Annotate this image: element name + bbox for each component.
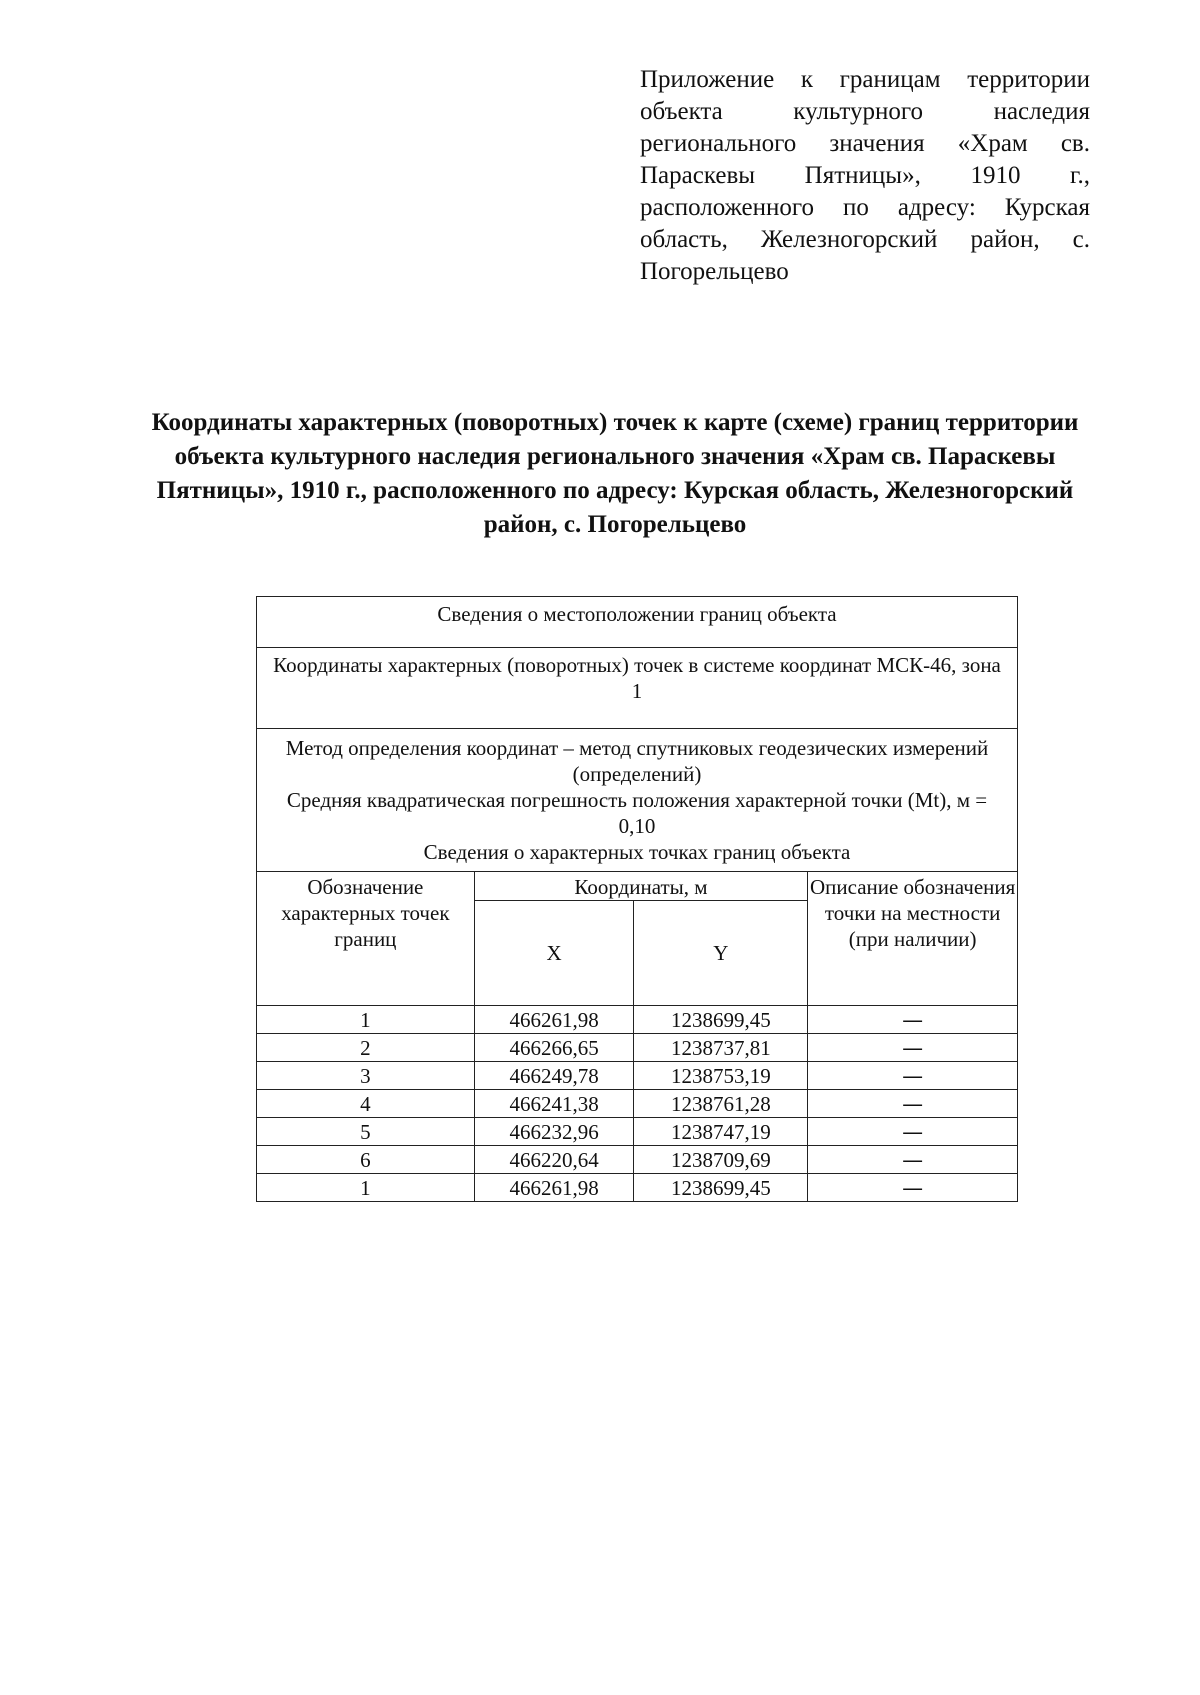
header-coords: Координаты, м bbox=[474, 872, 808, 901]
table-row bbox=[257, 1062, 1018, 1090]
cell-point: 4 bbox=[257, 1090, 475, 1118]
cell-x: 466220,64 bbox=[474, 1146, 634, 1174]
header-y: Y bbox=[634, 901, 808, 1006]
table-row bbox=[257, 1034, 1018, 1062]
dash-mark: — bbox=[902, 1091, 924, 1116]
cell-y: 1238753,19 bbox=[634, 1062, 808, 1090]
cell-description bbox=[808, 1090, 1018, 1118]
table-row bbox=[257, 597, 1018, 648]
dash-mark: — bbox=[902, 1063, 924, 1088]
cell-y: 1238761,28 bbox=[634, 1090, 808, 1118]
coordinates-table bbox=[256, 596, 1018, 1202]
table-row bbox=[257, 729, 1018, 872]
cell-description bbox=[808, 1062, 1018, 1090]
cell-x: 466241,38 bbox=[474, 1090, 634, 1118]
cell-description bbox=[808, 1006, 1018, 1034]
table-row bbox=[257, 648, 1018, 729]
cell-description bbox=[808, 1034, 1018, 1062]
cell-x: 466232,96 bbox=[474, 1118, 634, 1146]
table-row bbox=[257, 1090, 1018, 1118]
cell-y: 1238699,45 bbox=[634, 1174, 808, 1202]
header-point: Обозначение характерных точек границ bbox=[257, 872, 475, 1006]
cell-description bbox=[808, 1146, 1018, 1174]
cell-x: 466266,65 bbox=[474, 1034, 634, 1062]
appendix-note: Приложение к границам территории объекта культурного наследия регионального значения «Храм св. Параскевы Пятницы», 1910 г., расположенного по адресу: Курская область, Железногорский район, с. Погорельцево bbox=[640, 66, 1090, 285]
cell-x: 466261,98 bbox=[474, 1006, 634, 1034]
error-text: Средняя квадратическая погрешность положения характерной точки (Mt), м = 0,10 bbox=[286, 788, 988, 838]
cell-point: 6 bbox=[257, 1146, 475, 1174]
cell-point: 1 bbox=[257, 1174, 475, 1202]
cell-y: 1238699,45 bbox=[634, 1006, 808, 1034]
dash-mark: — bbox=[902, 1175, 924, 1200]
cell-point: 2 bbox=[257, 1034, 475, 1062]
table-header-row bbox=[257, 872, 1018, 901]
cell-y: 1238709,69 bbox=[634, 1146, 808, 1174]
cell-point: 3 bbox=[257, 1062, 475, 1090]
cell-y: 1238747,19 bbox=[634, 1118, 808, 1146]
table-row bbox=[257, 1118, 1018, 1146]
dash-mark: — bbox=[902, 1119, 924, 1144]
method-text: Метод определения координат – метод спутниковых геодезических измерений (определений) bbox=[285, 736, 989, 786]
cell-x: 466249,78 bbox=[474, 1062, 634, 1090]
cell-x: 466261,98 bbox=[474, 1174, 634, 1202]
coordinate-system-cell: Координаты характерных (поворотных) точек в системе координат МСК-46, зона 1 bbox=[257, 648, 1018, 729]
header-description: Описание обозначения точки на местности (при наличии) bbox=[808, 872, 1018, 1006]
cell-point: 1 bbox=[257, 1006, 475, 1034]
dash-mark: — bbox=[902, 1007, 924, 1032]
cell-point: 5 bbox=[257, 1118, 475, 1146]
cell-description bbox=[808, 1118, 1018, 1146]
dash-mark: — bbox=[902, 1035, 924, 1060]
method-info-cell bbox=[257, 729, 1018, 872]
cell-description bbox=[808, 1174, 1018, 1202]
document-title: Координаты характерных (поворотных) точек к карте (схеме) границ территории объекта культурного наследия регионального значения «Храм св. Параскевы Пятницы», 1910 г., расположенного по адресу: Курская область, Железногорский район, с. Погорельцево bbox=[151, 409, 1079, 538]
table-row bbox=[257, 1146, 1018, 1174]
points-info-text: Сведения о характерных точках границ объекта bbox=[423, 840, 851, 864]
dash-mark: — bbox=[902, 1147, 924, 1172]
location-info-cell: Сведения о местоположении границ объекта bbox=[257, 597, 1018, 648]
cell-y: 1238737,81 bbox=[634, 1034, 808, 1062]
header-x: X bbox=[474, 901, 634, 1006]
table-row bbox=[257, 1006, 1018, 1034]
table-row bbox=[257, 1174, 1018, 1202]
